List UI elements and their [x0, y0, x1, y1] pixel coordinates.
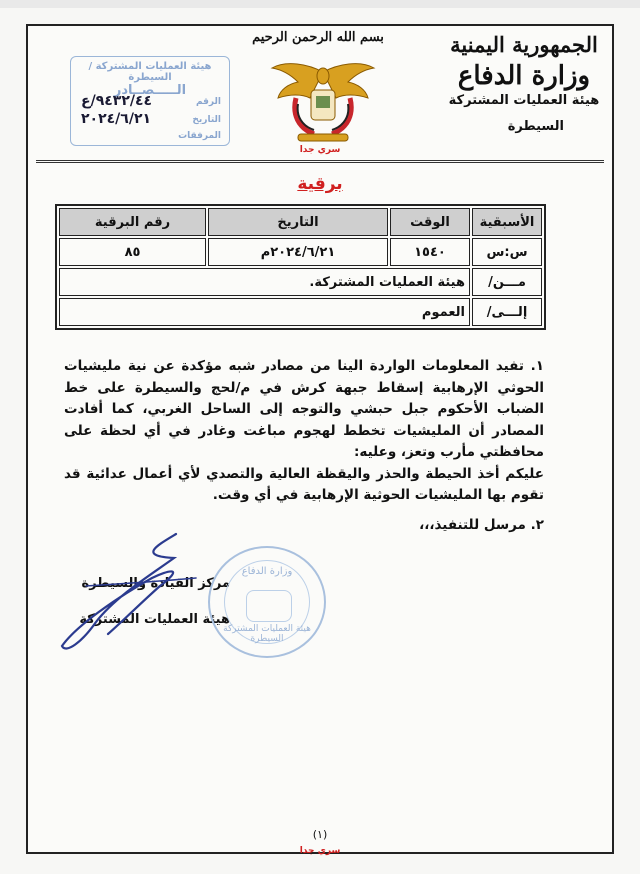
telegram-info-table — [55, 204, 546, 330]
cell-priority: س:س — [472, 238, 542, 266]
handwritten-signature-icon — [56, 526, 206, 656]
signature-line-2: هيئة العمليات المشتركة — [79, 612, 230, 627]
stamp-date-row — [79, 111, 221, 127]
yemen-eagle-emblem-icon — [268, 54, 378, 144]
body-paragraph-1: ١. تفيد المعلومات الواردة الينا من مصادر شبه مؤكدة عن نية مليشيات الحوثي الإرهابية إسقاط جبهة كرش في م/لحج والسيطرة على خط الضباب الأحكوم جبل حبشي والتوجه إلى الساحل الغربي، كما أفادت المصادر أن المليشيات تخطط لهجوم مباغت وغادر في أي لحظة على محافظتي مأرب وتعز، وعليه: — [64, 358, 544, 460]
republic-name: الجمهورية اليمنية — [450, 32, 598, 57]
body-paragraph-3: ٢. مرسل للتنفيذ،،، — [419, 516, 544, 533]
table-row — [59, 238, 542, 266]
round-stamp-bottom: هيئة العمليات المشتركة السيطرة — [223, 624, 311, 644]
to-value: العموم — [59, 298, 470, 326]
header-divider — [36, 160, 604, 163]
stamp-number-label: الرقم — [195, 97, 221, 107]
document-title: برقية — [297, 174, 343, 194]
signature-line-1: مركز القيادة والسيطرة — [81, 576, 230, 591]
official-round-stamp — [208, 546, 326, 658]
stamp-date-label: التاريخ — [192, 115, 221, 125]
from-row — [59, 268, 542, 296]
ministry-name: وزارة الدفاع — [457, 61, 591, 91]
cell-telegram-number: ٨٥ — [59, 238, 206, 266]
stamp-number-row — [79, 93, 221, 109]
authority-name: هيئة العمليات المشتركة — [448, 93, 600, 108]
cell-date: ٢٠٢٤/٦/٢١م — [208, 238, 388, 266]
to-row — [59, 298, 542, 326]
stamp-emblem-icon — [246, 590, 292, 622]
stamp-attachments-row — [79, 131, 221, 141]
table-header-row — [59, 208, 542, 236]
header-time: الوقت — [390, 208, 470, 236]
stamp-date-value: ٢٠٢٤/٦/٢١ — [81, 111, 152, 127]
header-telegram-number: رقم البرقية — [59, 208, 206, 236]
to-label: إلـــى/ — [472, 298, 542, 326]
department-name: السيطرة — [507, 119, 564, 134]
page-number: (١) — [312, 828, 328, 841]
round-stamp-top: وزارة الدفاع — [241, 566, 293, 577]
stamp-outgoing: الـــــصــادر — [113, 83, 187, 98]
from-label: مـــن/ — [472, 268, 542, 296]
header-date: التاريخ — [208, 208, 388, 236]
basmala: بسم الله الرحمن الرحيم — [252, 30, 384, 45]
classification-mark: سري جدا — [299, 145, 341, 155]
stamp-authority: هيئة العمليات المشتركة / السيطرة — [88, 61, 212, 83]
scan-edge — [0, 0, 640, 8]
from-value: هيئة العمليات المشتركة. — [59, 268, 470, 296]
header-priority: الأسبقية — [472, 208, 542, 236]
body-paragraph-2: عليكم أخذ الحيطة والحذر واليقظة العالية والتصدي لأي أعمال عدائية قد تقوم بها المليشيات الحوثية الإرهابية في أي وقت. — [64, 465, 544, 503]
message-body — [64, 356, 544, 536]
letterhead — [444, 30, 604, 136]
footer-classification: سري جدا — [299, 846, 341, 856]
stamp-attachments-label: المرفقات — [178, 131, 221, 141]
register-stamp — [70, 56, 230, 146]
stamp-number-value: ٩٤٣٢/٤٤/ع — [81, 93, 153, 109]
cell-time: ١٥٤٠ — [390, 238, 470, 266]
